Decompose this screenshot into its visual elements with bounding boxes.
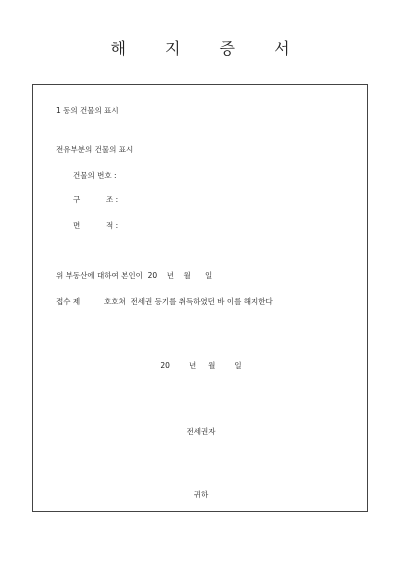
structure-label-first: 구 xyxy=(73,195,81,204)
unit-building-label: 전유부분의 건물의 표시 xyxy=(56,145,134,154)
addressee-label: 귀하 xyxy=(193,490,209,499)
whole-building-label: 1 동의 건물의 표시 xyxy=(56,106,119,115)
structure-label-second: 조 : xyxy=(106,195,119,204)
area-label-second: 적 : xyxy=(106,221,119,230)
date-line: 20 년 월 일 xyxy=(160,361,242,370)
building-number-label: 건물의 번호 : xyxy=(73,171,117,180)
certificate-form xyxy=(32,84,368,512)
area-label-first: 면 xyxy=(73,221,81,230)
statement-line-1: 위 부동산에 대하여 본인이 20 년 월 일 xyxy=(56,271,213,280)
holder-label: 전세권자 xyxy=(186,427,216,436)
document-title: 해 지 증 서 xyxy=(110,39,307,58)
statement-line-2: 접수 제 호호쳐 전세권 등기를 취득하였던 바 이를 해지한다 xyxy=(56,297,273,306)
